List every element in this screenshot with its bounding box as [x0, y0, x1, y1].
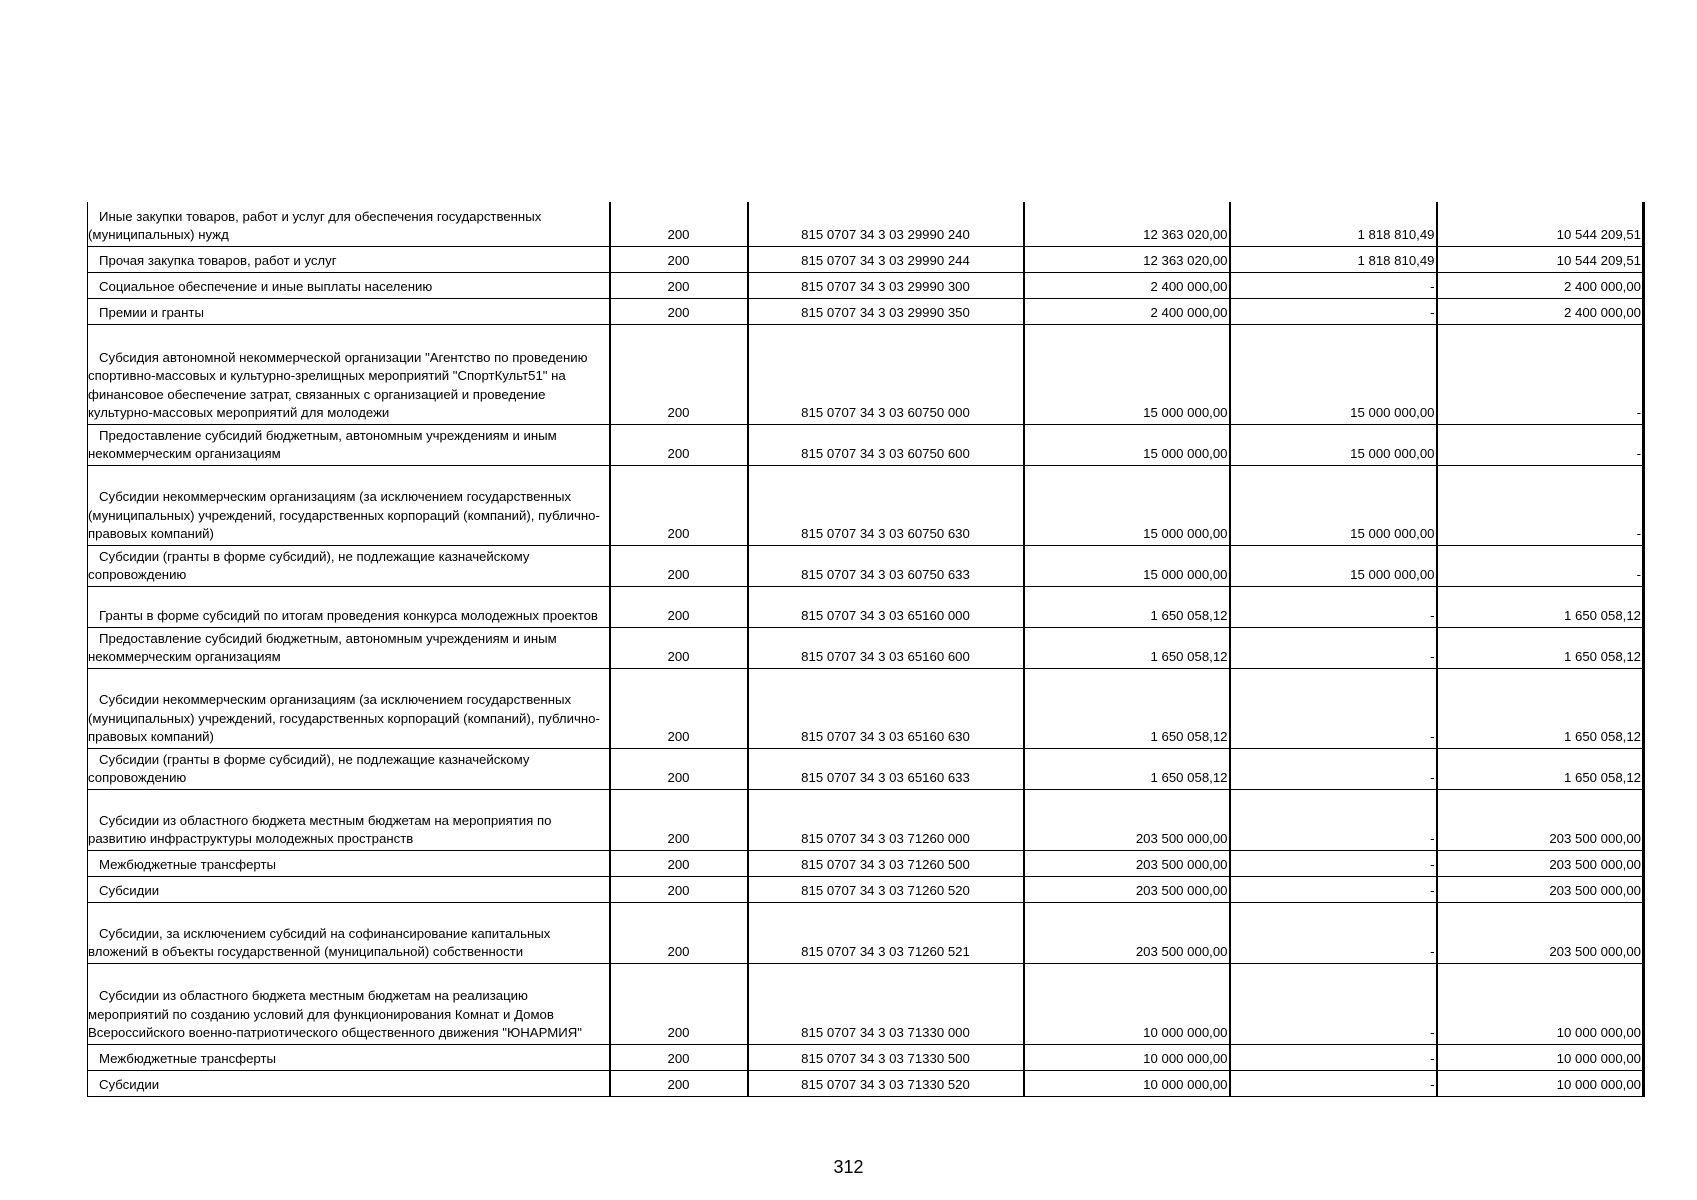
row-remaining-amount: 10 000 000,00: [1437, 963, 1644, 1044]
row-remaining-amount: -: [1437, 545, 1644, 586]
row-name: [88, 627, 610, 668]
row-executed-amount: -: [1230, 748, 1437, 789]
row-budget-code: 815 0707 34 3 03 65160 000: [748, 586, 1024, 627]
row-line-code: 200: [610, 963, 748, 1044]
table-row: [88, 246, 1644, 272]
row-name: [88, 202, 610, 246]
row-name: [88, 1070, 610, 1096]
table-row: [88, 272, 1644, 298]
row-name: [88, 850, 610, 876]
row-name-text: Субсидии из областного бюджета местным бюджетам на реализацию мероприятий по созданию условий для функционирования Комнат и Домов Всероссийского военно-патриотического общественного движения "ЮНАРМИЯ": [88, 988, 582, 1040]
row-budget-code: 815 0707 34 3 03 60750 630: [748, 465, 1024, 545]
row-name-text: Субсидии некоммерческим организациям (за исключением государственных (муниципальных) учреждений, государственных корпораций (компаний), публично-правовых компаний): [88, 489, 600, 541]
row-approved-amount: 10 000 000,00: [1024, 1070, 1230, 1096]
row-approved-amount: 15 000 000,00: [1024, 324, 1230, 424]
row-executed-amount: -: [1230, 876, 1437, 902]
row-executed-amount: 1 818 810,49: [1230, 246, 1437, 272]
row-executed-amount: 15 000 000,00: [1230, 424, 1437, 465]
row-executed-amount: -: [1230, 902, 1437, 963]
row-name: [88, 963, 610, 1044]
row-line-code: 200: [610, 246, 748, 272]
row-executed-amount: 15 000 000,00: [1230, 324, 1437, 424]
row-budget-code: 815 0707 34 3 03 65160 600: [748, 627, 1024, 668]
row-line-code: 200: [610, 324, 748, 424]
row-name: [88, 668, 610, 748]
row-name: [88, 246, 610, 272]
row-budget-code: 815 0707 34 3 03 29990 244: [748, 246, 1024, 272]
row-approved-amount: 203 500 000,00: [1024, 902, 1230, 963]
row-executed-amount: -: [1230, 586, 1437, 627]
row-budget-code: 815 0707 34 3 03 65160 630: [748, 668, 1024, 748]
row-remaining-amount: 1 650 058,12: [1437, 586, 1644, 627]
row-name: [88, 586, 610, 627]
row-approved-amount: 12 363 020,00: [1024, 246, 1230, 272]
table-row: [88, 1070, 1644, 1096]
row-budget-code: 815 0707 34 3 03 65160 633: [748, 748, 1024, 789]
row-approved-amount: 1 650 058,12: [1024, 668, 1230, 748]
row-approved-amount: 2 400 000,00: [1024, 298, 1230, 324]
row-executed-amount: -: [1230, 1044, 1437, 1070]
budget-execution-table: [87, 202, 1645, 1097]
row-line-code: 200: [610, 272, 748, 298]
row-budget-code: 815 0707 34 3 03 71330 500: [748, 1044, 1024, 1070]
row-remaining-amount: 10 544 209,51: [1437, 246, 1644, 272]
row-budget-code: 815 0707 34 3 03 60750 633: [748, 545, 1024, 586]
row-executed-amount: -: [1230, 1070, 1437, 1096]
row-budget-code: 815 0707 34 3 03 29990 300: [748, 272, 1024, 298]
row-remaining-amount: 203 500 000,00: [1437, 902, 1644, 963]
row-budget-code: 815 0707 34 3 03 60750 000: [748, 324, 1024, 424]
row-name: [88, 272, 610, 298]
row-approved-amount: 203 500 000,00: [1024, 850, 1230, 876]
row-name-text: Субсидия автономной некоммерческой организации "Агентство по проведению спортивно-массовых и культурно-зрелищных мероприятий "СпортКульт51" на финансовое обеспечение затрат, связанных с организацией и проведение культурно-массовых мероприятий для молодежи: [88, 349, 588, 420]
table-row: [88, 324, 1644, 424]
page-number: 312: [833, 1157, 864, 1177]
row-executed-amount: -: [1230, 668, 1437, 748]
table-row: [88, 876, 1644, 902]
row-line-code: 200: [610, 789, 748, 850]
row-name: [88, 876, 610, 902]
table-row: [88, 586, 1644, 627]
table-row: [88, 627, 1644, 668]
row-line-code: 200: [610, 902, 748, 963]
table-row: [88, 545, 1644, 586]
row-name: [88, 545, 610, 586]
row-name-text: Социальное обеспечение и иные выплаты населению: [99, 279, 433, 294]
row-approved-amount: 1 650 058,12: [1024, 586, 1230, 627]
row-name-text: Субсидии (гранты в форме субсидий), не подлежащие казначейскому сопровождению: [88, 751, 530, 785]
row-name-text: Межбюджетные трансферты: [99, 857, 276, 872]
row-remaining-amount: 10 000 000,00: [1437, 1044, 1644, 1070]
table-row: [88, 789, 1644, 850]
row-executed-amount: 15 000 000,00: [1230, 545, 1437, 586]
row-approved-amount: 1 650 058,12: [1024, 748, 1230, 789]
row-budget-code: 815 0707 34 3 03 71260 521: [748, 902, 1024, 963]
table-row: [88, 298, 1644, 324]
table-body: [88, 202, 1644, 1096]
row-name-text: Субсидии, за исключением субсидий на софинансирование капитальных вложений в объекты государственной (муниципальной) собственности: [88, 925, 551, 959]
row-name: [88, 748, 610, 789]
row-approved-amount: 10 000 000,00: [1024, 963, 1230, 1044]
row-approved-amount: 12 363 020,00: [1024, 202, 1230, 246]
row-remaining-amount: -: [1437, 424, 1644, 465]
row-line-code: 200: [610, 586, 748, 627]
row-line-code: 200: [610, 876, 748, 902]
row-approved-amount: 15 000 000,00: [1024, 545, 1230, 586]
row-executed-amount: -: [1230, 789, 1437, 850]
row-name-text: Иные закупки товаров, работ и услуг для обеспечения государственных (муниципальных) нужд: [88, 208, 542, 242]
table-row: [88, 465, 1644, 545]
row-approved-amount: 203 500 000,00: [1024, 876, 1230, 902]
row-budget-code: 815 0707 34 3 03 71260 000: [748, 789, 1024, 850]
row-remaining-amount: 203 500 000,00: [1437, 850, 1644, 876]
table-row: [88, 1044, 1644, 1070]
row-executed-amount: 15 000 000,00: [1230, 465, 1437, 545]
row-remaining-amount: 2 400 000,00: [1437, 298, 1644, 324]
row-name: [88, 1044, 610, 1070]
row-budget-code: 815 0707 34 3 03 29990 350: [748, 298, 1024, 324]
row-name-text: Субсидии из областного бюджета местным бюджетам на мероприятия по развитию инфраструктуры молодежных пространств: [88, 812, 552, 846]
row-name-text: Предоставление субсидий бюджетным, автономным учреждениям и иным некоммерческим организациям: [88, 630, 557, 664]
row-name-text: Субсидии: [99, 1077, 160, 1092]
row-line-code: 200: [610, 668, 748, 748]
row-name-text: Субсидии (гранты в форме субсидий), не подлежащие казначейскому сопровождению: [88, 548, 530, 582]
row-remaining-amount: 203 500 000,00: [1437, 876, 1644, 902]
row-name-text: Межбюджетные трансферты: [99, 1051, 276, 1066]
row-remaining-amount: 1 650 058,12: [1437, 627, 1644, 668]
row-remaining-amount: 203 500 000,00: [1437, 789, 1644, 850]
table-row: [88, 850, 1644, 876]
row-line-code: 200: [610, 1044, 748, 1070]
row-name: [88, 324, 610, 424]
row-remaining-amount: 10 000 000,00: [1437, 1070, 1644, 1096]
row-executed-amount: -: [1230, 627, 1437, 668]
row-budget-code: 815 0707 34 3 03 71260 520: [748, 876, 1024, 902]
row-line-code: 200: [610, 424, 748, 465]
row-approved-amount: 15 000 000,00: [1024, 465, 1230, 545]
row-budget-code: 815 0707 34 3 03 71330 520: [748, 1070, 1024, 1096]
row-remaining-amount: 1 650 058,12: [1437, 668, 1644, 748]
row-name-text: Премии и гранты: [99, 305, 204, 320]
row-remaining-amount: 2 400 000,00: [1437, 272, 1644, 298]
row-line-code: 200: [610, 850, 748, 876]
table-row: [88, 202, 1644, 246]
row-line-code: 200: [610, 627, 748, 668]
row-name: [88, 298, 610, 324]
row-name: [88, 902, 610, 963]
row-name: [88, 789, 610, 850]
row-name-text: Предоставление субсидий бюджетным, автономным учреждениям и иным некоммерческим организациям: [88, 427, 557, 461]
row-approved-amount: 10 000 000,00: [1024, 1044, 1230, 1070]
row-budget-code: 815 0707 34 3 03 71330 000: [748, 963, 1024, 1044]
row-name: [88, 465, 610, 545]
row-name: [88, 424, 610, 465]
table-row: [88, 424, 1644, 465]
row-executed-amount: -: [1230, 272, 1437, 298]
row-remaining-amount: 1 650 058,12: [1437, 748, 1644, 789]
row-budget-code: 815 0707 34 3 03 60750 600: [748, 424, 1024, 465]
table-row: [88, 668, 1644, 748]
table-row: [88, 748, 1644, 789]
row-approved-amount: 203 500 000,00: [1024, 789, 1230, 850]
row-budget-code: 815 0707 34 3 03 29990 240: [748, 202, 1024, 246]
row-approved-amount: 1 650 058,12: [1024, 627, 1230, 668]
row-executed-amount: -: [1230, 850, 1437, 876]
row-line-code: 200: [610, 748, 748, 789]
row-executed-amount: -: [1230, 963, 1437, 1044]
table-row: [88, 963, 1644, 1044]
row-line-code: 200: [610, 465, 748, 545]
row-executed-amount: -: [1230, 298, 1437, 324]
table-row: [88, 902, 1644, 963]
row-line-code: 200: [610, 1070, 748, 1096]
row-remaining-amount: 10 544 209,51: [1437, 202, 1644, 246]
row-approved-amount: 2 400 000,00: [1024, 272, 1230, 298]
row-name-text: Субсидии: [99, 883, 160, 898]
row-remaining-amount: -: [1437, 465, 1644, 545]
row-name-text: Гранты в форме субсидий по итогам проведения конкурса молодежных проектов: [99, 608, 598, 623]
row-line-code: 200: [610, 202, 748, 246]
row-budget-code: 815 0707 34 3 03 71260 500: [748, 850, 1024, 876]
row-name-text: Прочая закупка товаров, работ и услуг: [99, 253, 337, 268]
row-remaining-amount: -: [1437, 324, 1644, 424]
row-executed-amount: 1 818 810,49: [1230, 202, 1437, 246]
row-line-code: 200: [610, 298, 748, 324]
row-approved-amount: 15 000 000,00: [1024, 424, 1230, 465]
row-name-text: Субсидии некоммерческим организациям (за исключением государственных (муниципальных) учреждений, государственных корпораций (компаний), публично-правовых компаний): [88, 692, 600, 744]
row-line-code: 200: [610, 545, 748, 586]
